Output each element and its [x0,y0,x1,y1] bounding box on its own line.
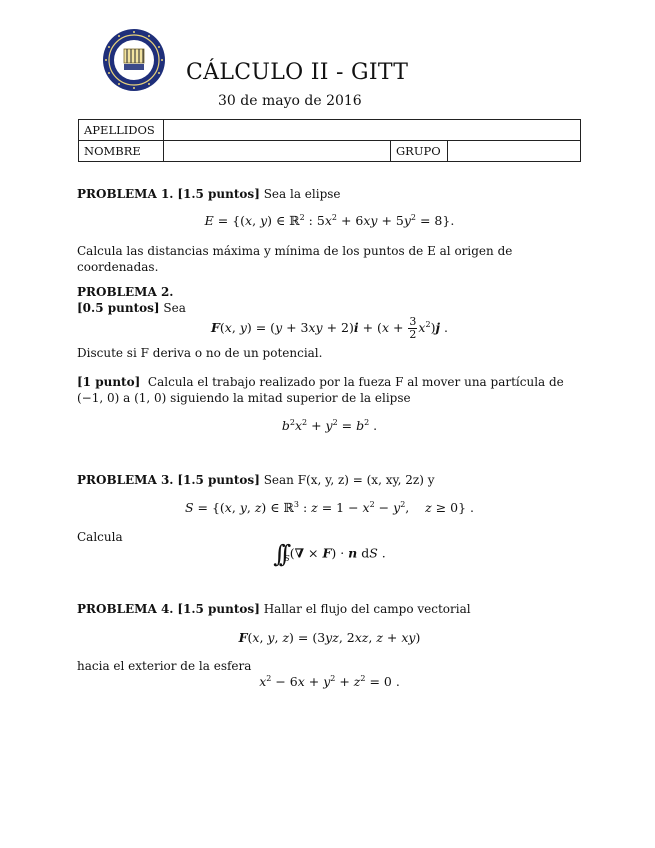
problem-2-heading: PROBLEMA 2. [77,285,174,299]
problem-3-equation-1: S = {(x, y, z) ∈ ℝ$^3$ : $z = 1 - x^2 - y^2$, z ≥ 0} . [184,499,475,515]
problem-4-equation-2: $x^2 - 6x + y^2 + z^2 = 0$ . [259,673,400,689]
university-seal-logo [102,28,166,92]
problem-1-equation: E = {(x, y) ∈ ℝ$^2$ : $5x^2 + 6xy + 5y^2 = 8$}. [204,212,455,228]
problem-3-heading: PROBLEMA 3. [77,473,174,487]
problem-3-points: [1.5 puntos] [177,473,260,487]
problem-1-heading: PROBLEMA 1. [77,187,174,201]
problem-1-header [77,186,582,202]
exam-title: CÁLCULO II - GITT [186,60,409,85]
problem-1-points: [1.5 puntos] [177,187,260,201]
problem-1-intro: Sea la elipse [263,187,341,201]
exam-date: 30 de mayo de 2016 [218,93,362,109]
problem-2-equation-1: F(x, y) = (y + 3xy + 2)i + (x + $\frac{3}{2}$ $x^2)j$ . [211,315,448,341]
problem-4-mid: hacia el exterior de la esfera [77,659,252,673]
problem-4-points: [1.5 puntos] [177,602,260,616]
problem-2-part-a-intro: Sea [163,301,186,315]
grupo-field[interactable] [448,141,581,162]
problem-2-part-a-task: Discute si F deriva o no de un potencial. [77,346,323,360]
problem-2-part-b-points: [1 punto] [77,375,141,389]
problem-1-task: Calcula las distancias máxima y mínima de los puntos de E al origen de coordenadas. [77,244,513,274]
nombre-field[interactable] [164,141,391,162]
problem-3-calcula: Calcula [77,530,123,544]
problem-2-part-a-points: [0.5 puntos] [77,301,160,315]
problem-2-part-a-header [77,300,582,316]
problem-4-intro: Hallar el flujo del campo vectorial [263,602,471,616]
problem-2-part-b-task: Calcula el trabajo realizado por la fueza F al mover una partícula de (−1, 0) a (1, 0) siguiendo la mitad superior de la elipse [77,375,564,405]
grupo-label: GRUPO [391,141,448,162]
problem-3-equation-2: $\int\int_S(\nabla \times F) \cdot n$ dS . [273,540,386,568]
problem-3-header [77,472,582,488]
problem-2-equation-2: $b^2x^2 + y^2 = b^2$ . [281,417,378,433]
apellidos-field[interactable] [164,120,581,141]
student-id-table [78,119,581,162]
apellidos-label: APELLIDOS [79,120,164,141]
nombre-label: NOMBRE [79,141,164,162]
problem-4-equation-1: F(x, y, z) = (3yz, 2xz, z + xy) [238,630,421,645]
problem-4-heading: PROBLEMA 4. [77,602,174,616]
problem-2-part-b [77,374,582,406]
problem-4-header [77,601,582,617]
problem-3-intro: Sean F(x, y, z) = (x, xy, 2z) y [263,473,435,487]
